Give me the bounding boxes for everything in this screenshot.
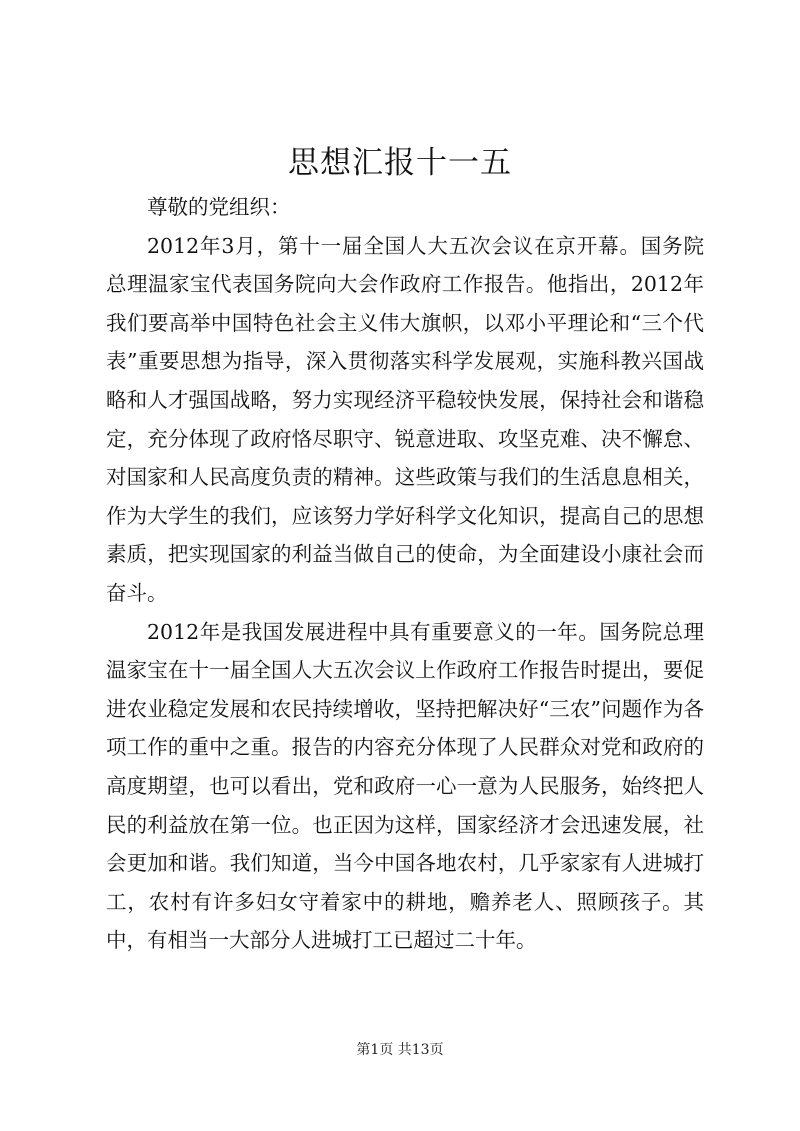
document-body bbox=[106, 188, 704, 960]
paragraph-1: 2012年3月，第十一届全国人大五次会议在京开幕。国务院总理温家宝代表国务院向大会作政府工作报告。他指出，2012年我们要高举中国特色社会主义伟大旗帜，以邓小平理论和“三个代表”重要思想为指导，深入贯彻落实科学发展观，实施科教兴国战略和人才强国战略，努力实现经济平稳较快发展，保持社会和谐稳定，充分体现了政府恪尽职守、锐意进取、攻坚克难、决不懈怠、对国家和人民高度负责的精神。这些政策与我们的生活息息相关，作为大学生的我们，应该努力学好科学文化知识，提高自己的思想素质，把实现国家的利益当做自己的使命，为全面建设小康社会而奋斗。 bbox=[106, 233, 704, 605]
page-footer: 第1页 共13页 bbox=[356, 1042, 444, 1058]
document-title: 思想汇报十一五 bbox=[288, 145, 512, 181]
paragraph-2: 2012年是我国发展进程中具有重要意义的一年。国务院总理温家宝在十一届全国人大五次会议上作政府工作报告时提出，要促进农业稳定发展和农民持续增收，坚持把解决好“三农”问题作为各项工作的重中之重。报告的内容充分体现了人民群众对党和政府的高度期望，也可以看出，党和政府一心一意为人民服务，始终把人民的利益放在第一位。也正因为这样，国家经济才会迅速发展，社会更加和谐。我们知道，当今中国各地农村，几乎家家有人进城打工，农村有许多妇女守着家中的耕地，赡养老人、照顾孩子。其中，有相当一大部分人进城打工已超过二十年。 bbox=[106, 619, 704, 953]
salutation: 尊敬的党组织： bbox=[147, 195, 291, 219]
